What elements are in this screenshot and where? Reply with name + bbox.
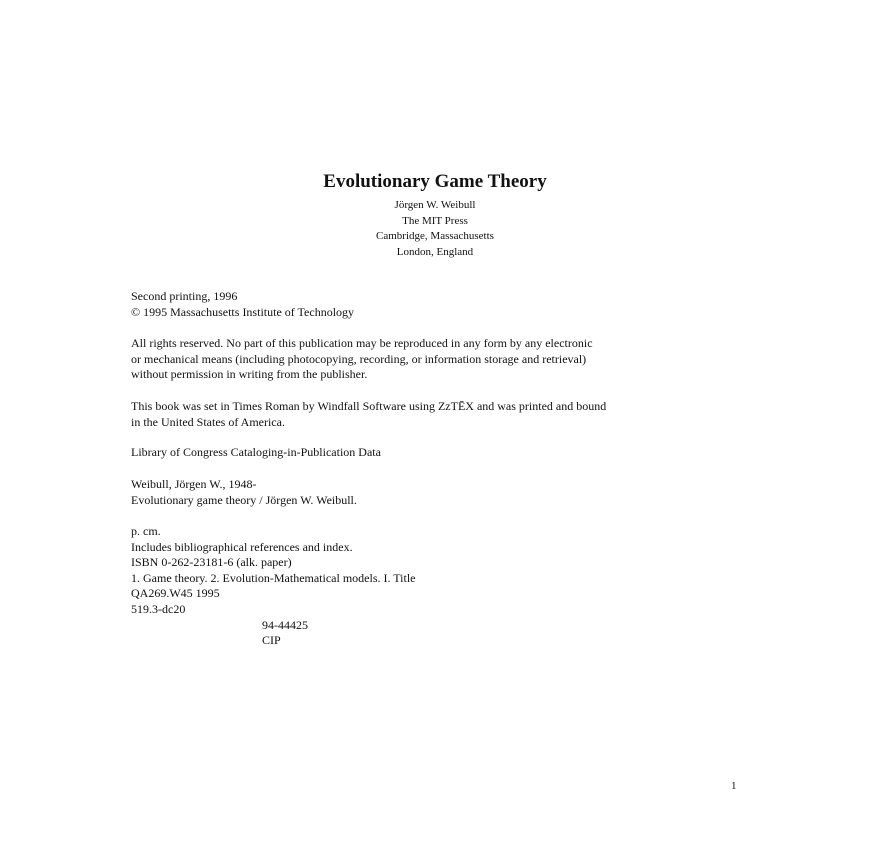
rights-paragraph bbox=[131, 336, 771, 383]
cip-notes-line: Includes bibliographical references and index. bbox=[131, 539, 353, 554]
author-name: Jörgen W. Weibull bbox=[394, 199, 476, 211]
book-title: Evolutionary Game Theory bbox=[323, 171, 547, 192]
rights-line-3: without permission in writing from the publisher. bbox=[131, 367, 368, 381]
publisher-location-2: London, England bbox=[396, 245, 474, 258]
typesetting-paragraph bbox=[131, 399, 771, 430]
publisher-name: The MIT Press bbox=[402, 214, 468, 227]
rights-line-1: All rights reserved. No part of this publication may be reproduced in any form by any electronic bbox=[131, 336, 593, 350]
page-number: 1 bbox=[731, 780, 737, 792]
cip-record-number: 94-44425 bbox=[262, 618, 308, 632]
title-block bbox=[0, 170, 870, 260]
rights-line-2: or mechanical means (including photocopying, recording, or information storage and retrieval) bbox=[131, 351, 587, 366]
cip-author-line: Weibull, Jörgen W., 1948- bbox=[131, 477, 257, 491]
typesetting-line-2: in the United States of America. bbox=[131, 414, 285, 429]
copyright-line: © 1995 Massachusetts Institute of Technology bbox=[131, 304, 355, 319]
printing-block bbox=[131, 289, 771, 320]
publisher-location-1: Cambridge, Massachusetts bbox=[376, 230, 494, 242]
cip-label: CIP bbox=[262, 633, 281, 647]
cip-dewey-line: 519.3-dc20 bbox=[131, 601, 186, 616]
printing-line: Second printing, 1996 bbox=[131, 289, 238, 303]
cip-subjects-line: 1. Game theory. 2. Evolution-Mathematical models. I. Title bbox=[131, 570, 416, 585]
cip-heading-text: Library of Congress Cataloging-in-Publication Data bbox=[131, 445, 381, 459]
cip-call-number-line: QA269.W45 1995 bbox=[131, 586, 220, 600]
cip-heading bbox=[131, 445, 771, 461]
cip-details-block bbox=[131, 524, 771, 617]
typesetting-line-1: This book was set in Times Roman by Windfall Software using ZzTĒX and was printed and bound bbox=[131, 399, 607, 413]
cip-title-line: Evolutionary game theory / Jörgen W. Weibull. bbox=[131, 492, 357, 507]
cip-pages-line: p. cm. bbox=[131, 524, 161, 538]
cip-author-block bbox=[131, 477, 771, 508]
cip-isbn-line: ISBN 0-262-23181-6 (alk. paper) bbox=[131, 555, 292, 569]
